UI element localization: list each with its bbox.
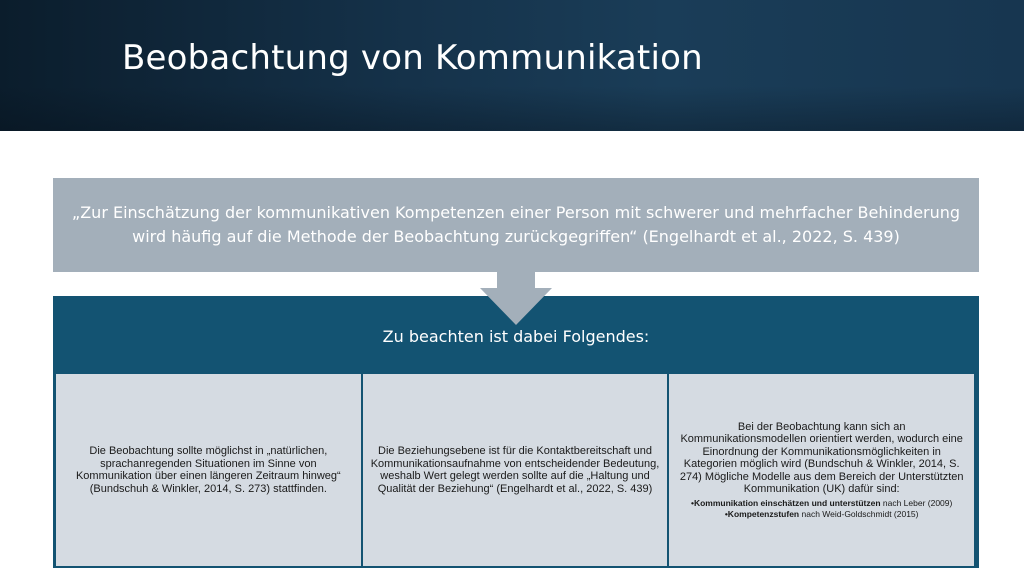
model-source: nach Weid-Goldschmidt (2015) [799,508,919,519]
note-column-relationship [363,374,668,566]
quote-text: „Zur Einschätzung der kommunikativen Kompetenzen einer Person mit schwerer und mehrfacher Behinderung wird häufig auf die Methode der Beobachtung zurückgegriffen“ (Engelhardt et al., 2022, S. 439) [71,203,961,246]
down-arrow-icon [480,271,552,325]
note-text: Die Beobachtung sollte möglichst in „natürlichen, sprachanregenden Situationen im Sinne von Kommunikation über einen längeren Zeitraum hinweg“ (Bundschuh & Winkler, 2014, S. 273) stattfinden. [75,445,341,495]
note-text: Die Beziehungsebene ist für die Kontaktbereitschaft und Kommunikationsaufnahme von entscheidender Bedeutung, weshalb Wert gelegt werden sollte auf die „Haltung und Qualität der Beziehung“ (Engelhardt et al., 2022, S. 439) [370,445,660,495]
note-column-natural-situations [56,374,361,566]
note-column-models [669,374,974,566]
model-item [691,509,952,520]
model-item [691,498,952,509]
quote-box [53,178,979,272]
slide-title: Beobachtung von Kommunikation [122,38,703,78]
model-list [691,498,952,520]
title-bar [0,0,1024,131]
notes-heading: Zu beachten ist dabei Folgendes: [382,327,650,346]
model-name: •Kommunikation einschätzen und unterstützen [691,497,881,508]
notes-columns [56,374,974,566]
model-source: nach Leber (2009) [880,497,953,508]
note-text: Bei der Beobachtung kann sich an Kommunikationsmodellen orientiert werden, wodurch eine Einordnung der Kommunikationsmöglichkeiten in Kategorien möglich wird (Bundschuh & Winkler, 2014, S. 274) Mögliche Modelle aus dem Bereich der Unterstützten Kommunikation (UK) dafür sind: [679,420,964,495]
model-name: •Kompetenzstufen [724,508,800,519]
